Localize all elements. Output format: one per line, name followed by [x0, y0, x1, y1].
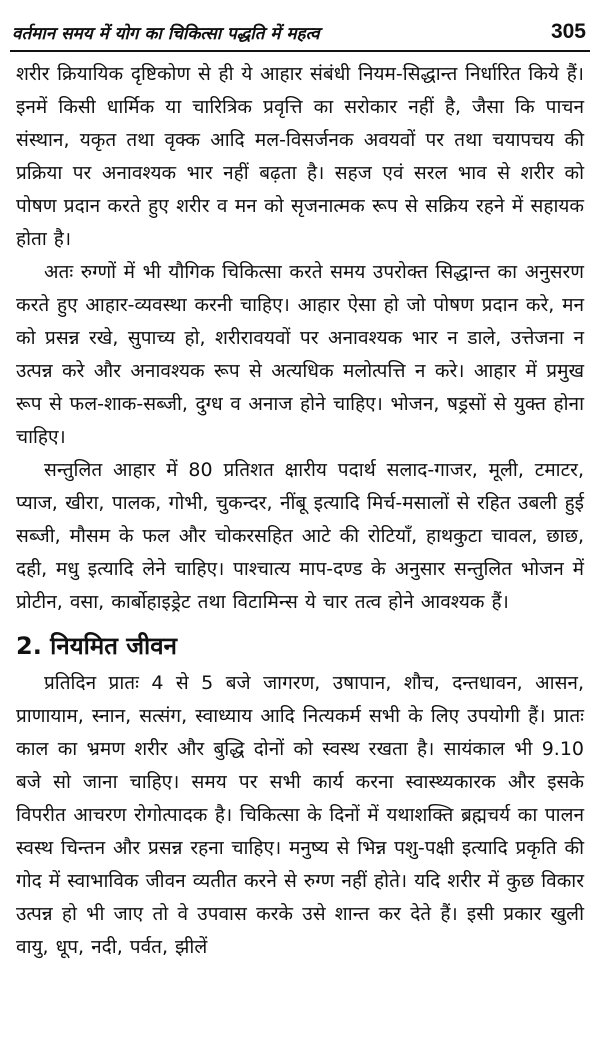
running-header: [10, 10, 590, 52]
paragraph-regular-life: प्रतिदिन प्रातः 4 से 5 बजे जागरण, उषापान, शौच, दन्तधावन, आसन, प्राणायाम, स्नान, सत्संग, स्वाध्याय आदि नित्यकर्म सभी के लिए उपयोगी हैं। प्रातः काल का भ्रमण शरीर और बुद्धि दोनों को स्वस्थ रखता है। सायंकाल भी 9.10 बजे सो जाना चाहिए। समय पर सभी कार्य करना स्वास्थ्यकारक और इसके विपरीत आचरण रोगोत्पादक है। चिकित्सा के दिनों में यथाशक्ति ब्रह्मचर्य का पालन स्वस्थ चिन्तन और प्रसन्न रहना चाहिए। मनुष्य से भिन्न पशु-पक्षी इत्यादि प्रकृति की गोद में स्वाभाविक जीवन व्यतीत करने से रुग्ण नहीं होते। यदि शरीर में कुछ विकार उत्पन्न हो भी जाए तो वे उपवास करके उसे शान्त कर देते हैं। इसी प्रकार खुली वायु, धूप, नदी, पर्वत, झीलें: [16, 672, 584, 958]
running-title: वर्तमान समय में योग का चिकित्सा पद्धति में महत्व: [12, 24, 320, 44]
paragraph-balanced-diet: सन्तुलित आहार में 80 प्रतिशत क्षारीय पदार्थ सलाद-गाजर, मूली, टमाटर, प्याज, खीरा, पालक, गोभी, चुकन्दर, नींबू इत्यादि मिर्च-मसालों से रहित उबली हुई सब्जी, मौसम के फल और चोकरसहित आटे की रोटियाँ, हाथकुटा चावल, छाछ, दही, मधु इत्यादि लेने चाहिए। पाश्चात्य माप-दण्ड के अनुसार सन्तुलित भोजन में प्रोटीन, वसा, कार्बोहाइड्रेट तथा विटामिन्स ये चार तत्व होने आवश्यक हैं।: [16, 459, 584, 613]
body-text: [10, 52, 590, 964]
paragraph-diet-principles: शरीर क्रियायिक दृष्टिकोण से ही ये आहार संबंधी नियम-सिद्धान्त निर्धारित किये हैं। इनमें किसी धार्मिक या चारित्रिक प्रवृत्ति का सरोकार नहीं है, जैसा कि पाचन संस्थान, यकृत तथा वृक्क आदि मल-विसर्जनक अवयवों पर तथा चयापचय की प्रक्रिया पर अनावश्यक भार नहीं बढ़ता है। सहज एवं सरल भाव से शरीर को पोषण प्रदान करते हुए शरीर व मन को सृजनात्मक रूप से सक्रिय रहने में सहायक होता है।: [16, 63, 584, 250]
section-heading: 2. नियमित जीवन: [16, 632, 177, 660]
paragraph-diet-for-patients: अतः रुग्णों में भी यौगिक चिकित्सा करते समय उपरोक्त सिद्धान्त का अनुसरण करते हुए आहार-व्यवस्था करनी चाहिए। आहार ऐसा हो जो पोषण प्रदान करे, मन को प्रसन्न रखे, सुपाच्य हो, शरीरावयवों पर अनावश्यक भार न डाले, उत्तेजना न उत्पन्न करे और अनावश्यक रूप से अत्यधिक मलोत्पत्ति न करे। आहार में प्रमुख रूप से फल-शाक-सब्जी, दुग्ध व अनाज होने चाहिए। भोजन, षड्रसों से युक्त होना चाहिए।: [16, 261, 584, 448]
page-number: 305: [550, 20, 586, 43]
